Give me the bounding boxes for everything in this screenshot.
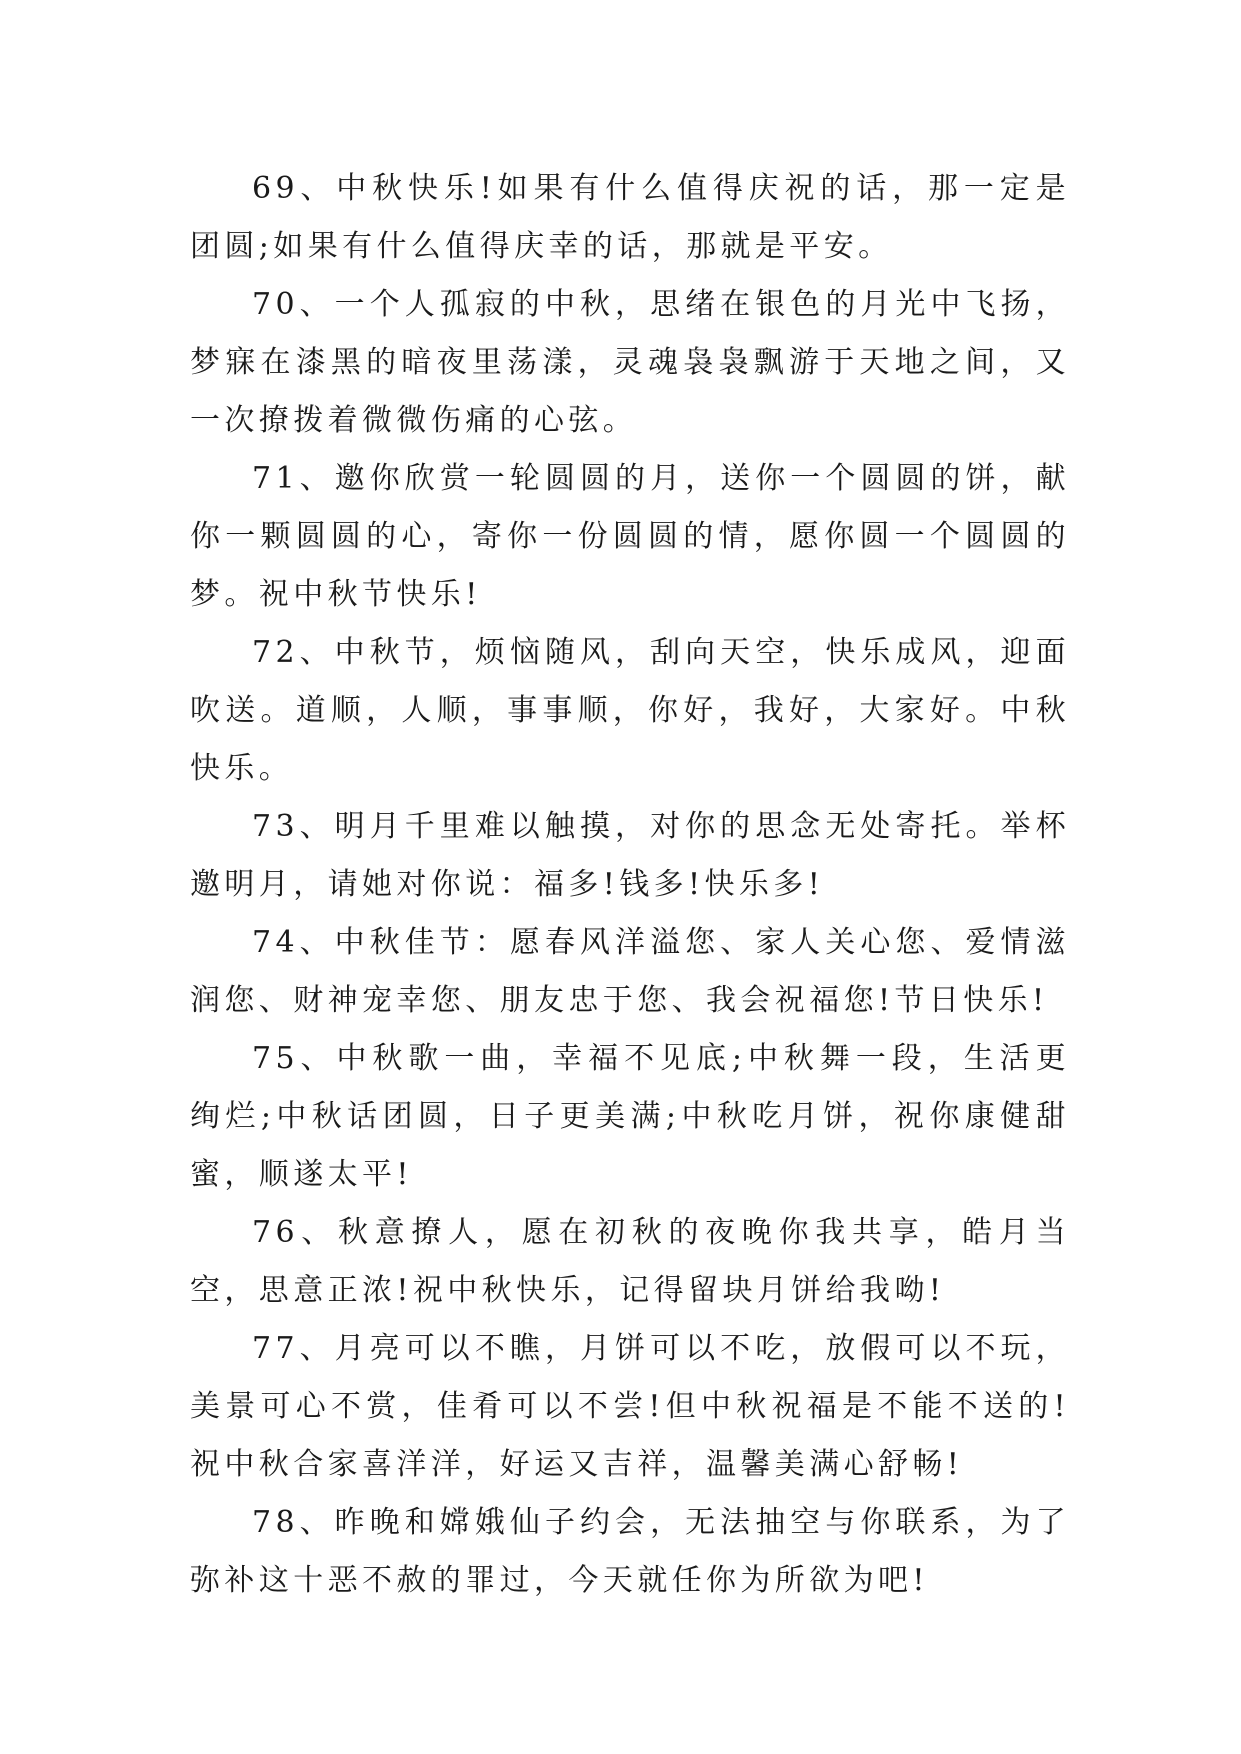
paragraph-72: 72、中秋节，烦恼随风，刮向天空，快乐成风，迎面吹送。道顺，人顺，事事顺，你好，我好，大家好。中秋快乐。 bbox=[190, 635, 1070, 786]
paragraph-74: 74、中秋佳节：愿春风洋溢您、家人关心您、爱情滋润您、财神宠幸您、朋友忠于您、我会祝福您!节日快乐! bbox=[190, 925, 1070, 1018]
document-body bbox=[190, 160, 1070, 1610]
paragraph-71: 71、邀你欣赏一轮圆圆的月，送你一个圆圆的饼，献你一颗圆圆的心，寄你一份圆圆的情，愿你圆一个圆圆的梦。祝中秋节快乐! bbox=[190, 461, 1070, 612]
paragraph-78: 78、昨晚和嫦娥仙子约会，无法抽空与你联系，为了弥补这十恶不赦的罪过，今天就任你为所欲为吧! bbox=[190, 1505, 1070, 1598]
paragraph-75: 75、中秋歌一曲，幸福不见底;中秋舞一段，生活更绚烂;中秋话团圆，日子更美满;中秋吃月饼，祝你康健甜蜜，顺遂太平! bbox=[190, 1041, 1070, 1192]
paragraph-73: 73、明月千里难以触摸，对你的思念无处寄托。举杯邀明月，请她对你说：福多!钱多!快乐多! bbox=[190, 809, 1070, 902]
paragraph-76: 76、秋意撩人，愿在初秋的夜晚你我共享，皓月当空，思意正浓!祝中秋快乐，记得留块月饼给我呦! bbox=[190, 1215, 1070, 1308]
paragraph-70: 70、一个人孤寂的中秋，思绪在银色的月光中飞扬，梦寐在漆黑的暗夜里荡漾，灵魂袅袅飘游于天地之间，又一次撩拨着微微伤痛的心弦。 bbox=[190, 287, 1070, 438]
paragraph-69: 69、中秋快乐!如果有什么值得庆祝的话，那一定是团圆;如果有什么值得庆幸的话，那就是平安。 bbox=[190, 171, 1070, 264]
paragraph-77: 77、月亮可以不瞧，月饼可以不吃，放假可以不玩，美景可心不赏，佳肴可以不尝!但中秋祝福是不能不送的!祝中秋合家喜洋洋，好运又吉祥，温馨美满心舒畅! bbox=[190, 1331, 1070, 1482]
